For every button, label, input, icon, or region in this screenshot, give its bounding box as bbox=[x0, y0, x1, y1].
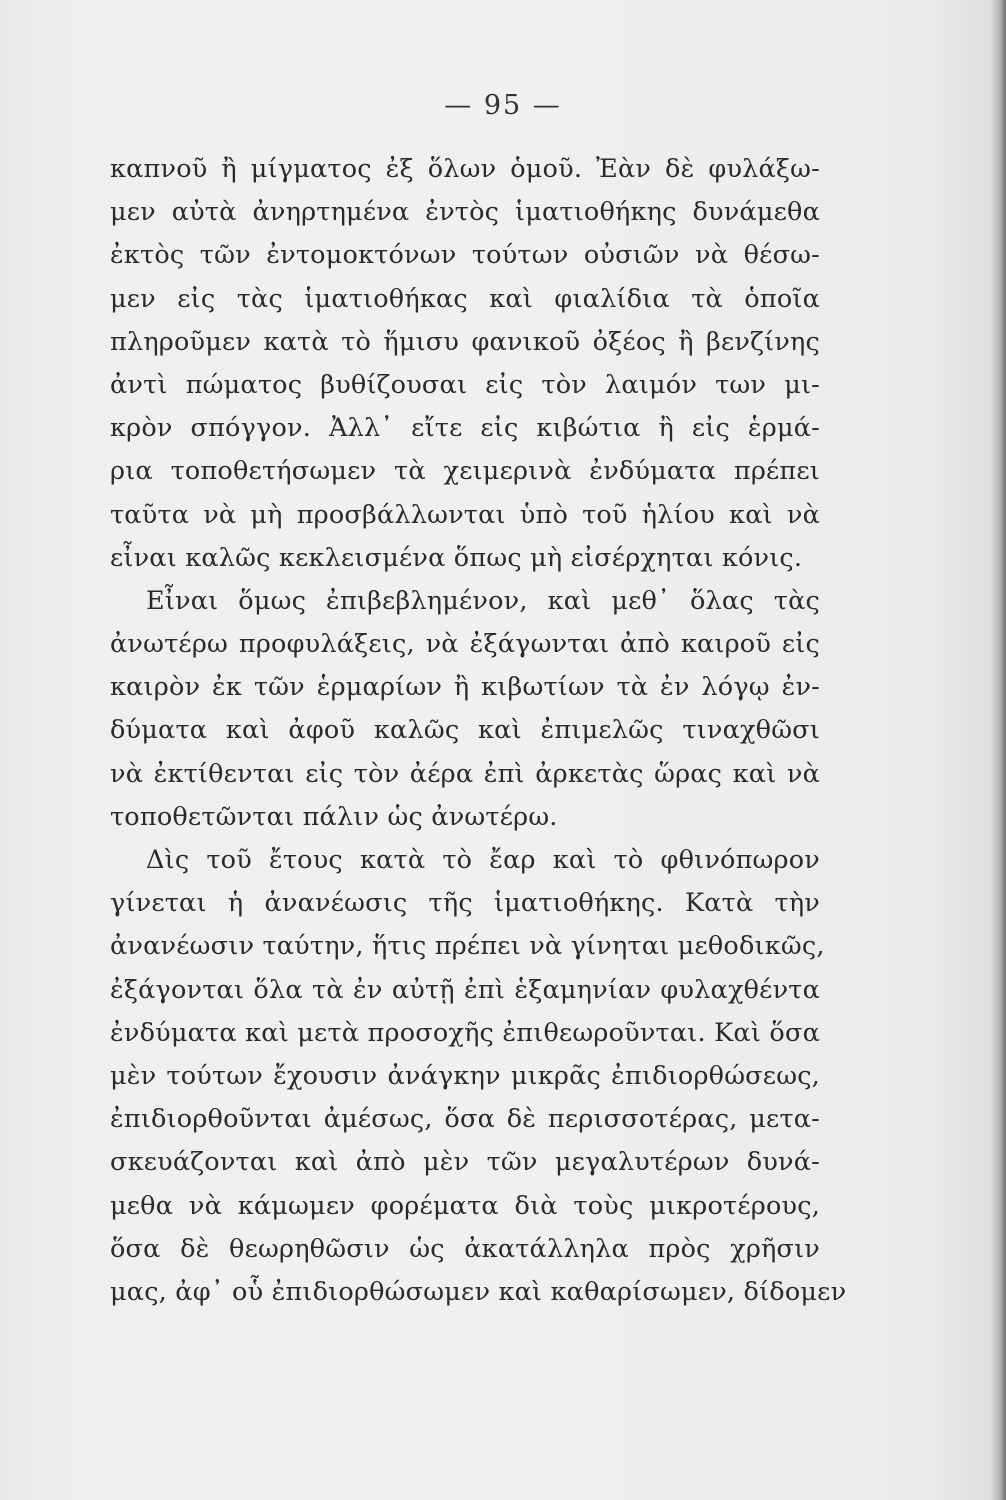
text-line: καιρὸν ἐκ τῶν ἑρμαρίων ἢ κιβωτίων τὰ ἐν λόγῳ ἐν- bbox=[110, 672, 820, 703]
text-line: μεν εἰς τὰς ἱματιοθήκας καὶ φιαλίδια τὰ ὁποῖα bbox=[110, 283, 820, 314]
text-line: μεθα νὰ κάμωμεν φορέματα διὰ τοὺς μικροτέρους, bbox=[110, 1190, 820, 1221]
text-line: δύματα καὶ ἀφοῦ καλῶς καὶ ἐπιμελῶς τιναχθῶσι bbox=[110, 715, 820, 746]
text-line: εἶναι καλῶς κεκλεισμένα ὅπως μὴ εἰσέρχηται κόνις. bbox=[110, 542, 803, 573]
body-text bbox=[110, 148, 847, 1314]
text-line: ἐκτὸς τῶν ἐντομοκτόνων τούτων οὐσιῶν νὰ θέσω- bbox=[110, 240, 820, 271]
text-line: νὰ ἐκτίθενται εἰς τὸν ἀέρα ἐπὶ ἀρκετὰς ὥρας καὶ νὰ bbox=[110, 758, 820, 789]
text-line: μεν αὐτὰ ἀνηρτημένα ἐντὸς ἱματιοθήκης δυνάμεθα bbox=[110, 197, 820, 228]
text-line: καπνοῦ ἢ μίγματος ἐξ ὅλων ὁμοῦ. Ἐὰν δὲ φυλάξω- bbox=[110, 154, 820, 184]
page-edge-shadow bbox=[990, 0, 1006, 1500]
text-line: ἀντὶ πώματος βυθίζουσαι εἰς τὸν λαιμόν των μι- bbox=[110, 369, 820, 400]
text-line: ταῦτα νὰ μὴ προσβάλλωνται ὑπὸ τοῦ ἡλίου καὶ νὰ bbox=[110, 499, 820, 530]
text-line: ρια τοποθετήσωμεν τὰ χειμερινὰ ἐνδύματα πρέπει bbox=[110, 456, 820, 487]
text-line: τοποθετῶνται πάλιν ὡς ἀνωτέρω. bbox=[110, 801, 558, 832]
text-line: μὲν τούτων ἔχουσιν ἀνάγκην μικρᾶς ἐπιδιορθώσεως, bbox=[110, 1060, 820, 1091]
text-line: ἐνδύματα καὶ μετὰ προσοχῆς ἐπιθεωροῦνται. Καὶ ὅσα bbox=[110, 1017, 820, 1048]
text-line: ἀνωτέρω προφυλάξεις, νὰ ἐξάγωνται ἀπὸ καιροῦ εἰς bbox=[110, 629, 820, 660]
text-line: πληροῦμεν κατὰ τὸ ἥμισυ φανικοῦ ὀξέος ἢ βενζίνης bbox=[110, 326, 820, 357]
text-line: ὅσα δὲ θεωρηθῶσιν ὡς ἀκατάλληλα πρὸς χρῆσιν bbox=[110, 1233, 820, 1264]
text-line: γίνεται ἡ ἀνανέωσις τῆς ἱματιοθήκης. Κατὰ τὴν bbox=[110, 888, 820, 919]
text-line: μας, ἀφ᾽ οὗ ἐπιδιορθώσωμεν καὶ καθαρίσωμεν, δίδομεν bbox=[110, 1276, 847, 1307]
text-line: ἀνανέωσιν ταύτην, ἥτις πρέπει νὰ γίνηται μεθοδικῶς, bbox=[110, 931, 825, 962]
text-line: Δὶς τοῦ ἔτους κατὰ τὸ ἔαρ καὶ τὸ φθινόπωρον bbox=[146, 845, 820, 875]
text-line: κρὸν σπόγγον. Ἀλλ᾽ εἴτε εἰς κιβώτια ἢ εἰς ἑρμά- bbox=[110, 413, 820, 444]
text-line: Εἶναι ὅμως ἐπιβεβλημένον, καὶ μεθ᾽ ὅλας τὰς bbox=[146, 585, 820, 616]
page-number: — 95 — bbox=[444, 90, 562, 121]
text-line: ἐπιδιορθοῦνται ἀμέσως, ὅσα δὲ περισσοτέρας, μετα- bbox=[110, 1104, 820, 1135]
text-line: ἐξάγονται ὅλα τὰ ἐν αὐτῇ ἐπὶ ἑξαμηνίαν φυλαχθέντα bbox=[110, 974, 820, 1005]
text-line: σκευάζονται καὶ ἀπὸ μὲν τῶν μεγαλυτέρων δυνά- bbox=[110, 1147, 820, 1178]
